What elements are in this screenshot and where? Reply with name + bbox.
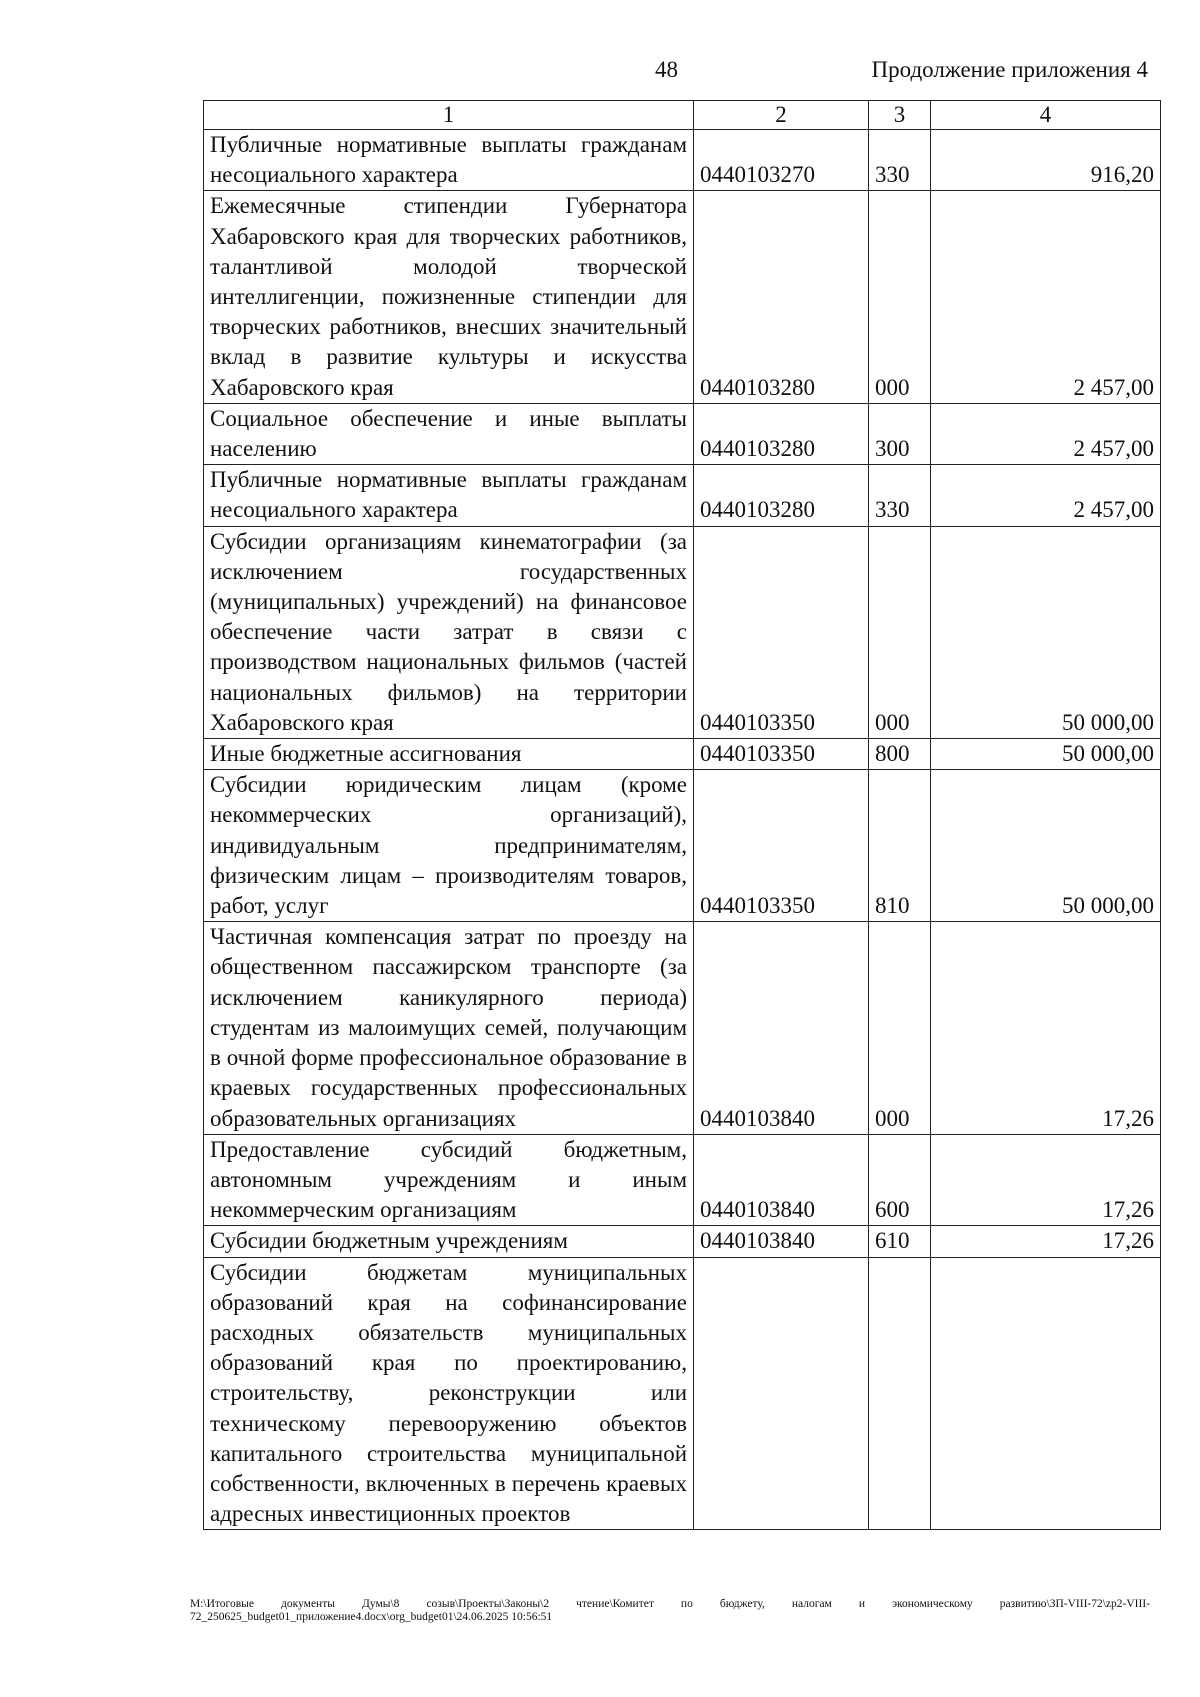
row-name-cell: Социальное обеспечение и иные выплаты населению — [204, 403, 694, 464]
table-row — [204, 130, 1161, 191]
row-type-cell: 610 — [869, 1226, 931, 1257]
row-amount-cell: 17,26 — [931, 1226, 1161, 1257]
table-row — [204, 770, 1161, 922]
row-name-cell: Иные бюджетные ассигнования — [204, 739, 694, 770]
file-path-footer: M:\Итоговые документы Думы\8 созыв\Проекты\Законы\2 чтение\Комитет по бюджету, налогам и экономическому развитию\ЗП-VIII-72\zp2-VIII-72_250625_budget01_приложение4.docx\org_budget01\24.06.2025 10:56:51 — [190, 1598, 1150, 1623]
row-amount-cell: 50 000,00 — [931, 739, 1161, 770]
table-row — [204, 403, 1161, 464]
row-amount-cell: 17,26 — [931, 922, 1161, 1134]
row-code-cell: 0440103840 — [694, 922, 869, 1134]
table-row — [204, 739, 1161, 770]
row-name-cell: Субсидии бюджетным учреждениям — [204, 1226, 694, 1257]
row-name-cell: Субсидии организациям кинематографии (за исключением государственных (муниципальных) учреждений) на финансовое обеспечение части затрат в связи с производством национальных фильмов (частей национальных фильмов) на территории Хабаровского края — [204, 526, 694, 738]
row-name-cell: Субсидии бюджетам муниципальных образований края на софинансирование расходных обязательств муниципальных образований края по проектированию, строительству, реконструкции или техническому перевооружению объектов капитального строительства муниципальной собственности, включенных в перечень краевых адресных инвестиционных проектов — [204, 1257, 694, 1530]
row-name-cell: Субсидии юридическим лицам (кроме некоммерческих организаций), индивидуальным предпринимателям, физическим лицам – производителям товаров, работ, услуг — [204, 770, 694, 922]
row-name-cell: Публичные нормативные выплаты гражданам несоциального характера — [204, 130, 694, 191]
table-row — [204, 465, 1161, 526]
column-header: 3 — [869, 101, 931, 130]
row-name-cell: Частичная компенсация затрат по проезду на общественном пассажирском транспорте (за исключением каникулярного периода) студентам из малоимущих семей, получающим в очной форме профессиональное образование в краевых государственных профессиональных образовательных организациях — [204, 922, 694, 1134]
row-amount-cell: 17,26 — [931, 1134, 1161, 1226]
continuation-label: Продолжение приложения 4 — [871, 57, 1148, 82]
row-amount-cell: 50 000,00 — [931, 770, 1161, 922]
row-type-cell: 300 — [869, 403, 931, 464]
table-row — [204, 1226, 1161, 1257]
table-row — [204, 191, 1161, 403]
column-header: 1 — [204, 101, 694, 130]
row-type-cell: 330 — [869, 130, 931, 191]
row-amount-cell: 50 000,00 — [931, 526, 1161, 738]
row-name-cell: Предоставление субсидий бюджетным, автономным учреждениям и иным некоммерческим организациям — [204, 1134, 694, 1226]
row-amount-cell: 2 457,00 — [931, 403, 1161, 464]
table-row — [204, 922, 1161, 1134]
row-code-cell: 0440103280 — [694, 191, 869, 403]
row-type-cell: 330 — [869, 465, 931, 526]
row-type-cell: 810 — [869, 770, 931, 922]
row-amount-cell: 916,20 — [931, 130, 1161, 191]
row-code-cell: 0440103840 — [694, 1226, 869, 1257]
row-type-cell: 000 — [869, 526, 931, 738]
row-amount-cell: 2 457,00 — [931, 191, 1161, 403]
table-header-row — [204, 101, 1161, 130]
row-name-cell: Публичные нормативные выплаты гражданам несоциального характера — [204, 465, 694, 526]
table-row — [204, 1257, 1161, 1530]
row-type-cell — [869, 1257, 931, 1530]
row-code-cell — [694, 1257, 869, 1530]
row-name-cell: Ежемесячные стипендии Губернатора Хабаровского края для творческих работников, талантливой молодой творческой интеллигенции, пожизненные стипендии для творческих работников, внесших значительный вклад в развитие культуры и искусства Хабаровского края — [204, 191, 694, 403]
row-code-cell: 0440103350 — [694, 739, 869, 770]
row-amount-cell — [931, 1257, 1161, 1530]
row-code-cell: 0440103270 — [694, 130, 869, 191]
row-code-cell: 0440103280 — [694, 403, 869, 464]
column-header: 2 — [694, 101, 869, 130]
table-row — [204, 1134, 1161, 1226]
page-number: 48 — [655, 57, 678, 82]
row-code-cell: 0440103350 — [694, 526, 869, 738]
row-type-cell: 600 — [869, 1134, 931, 1226]
row-code-cell: 0440103350 — [694, 770, 869, 922]
budget-table — [203, 100, 1161, 1530]
row-amount-cell: 2 457,00 — [931, 465, 1161, 526]
row-code-cell: 0440103840 — [694, 1134, 869, 1226]
column-header: 4 — [931, 101, 1161, 130]
table-row — [204, 526, 1161, 738]
row-type-cell: 000 — [869, 191, 931, 403]
row-type-cell: 800 — [869, 739, 931, 770]
row-type-cell: 000 — [869, 922, 931, 1134]
row-code-cell: 0440103280 — [694, 465, 869, 526]
